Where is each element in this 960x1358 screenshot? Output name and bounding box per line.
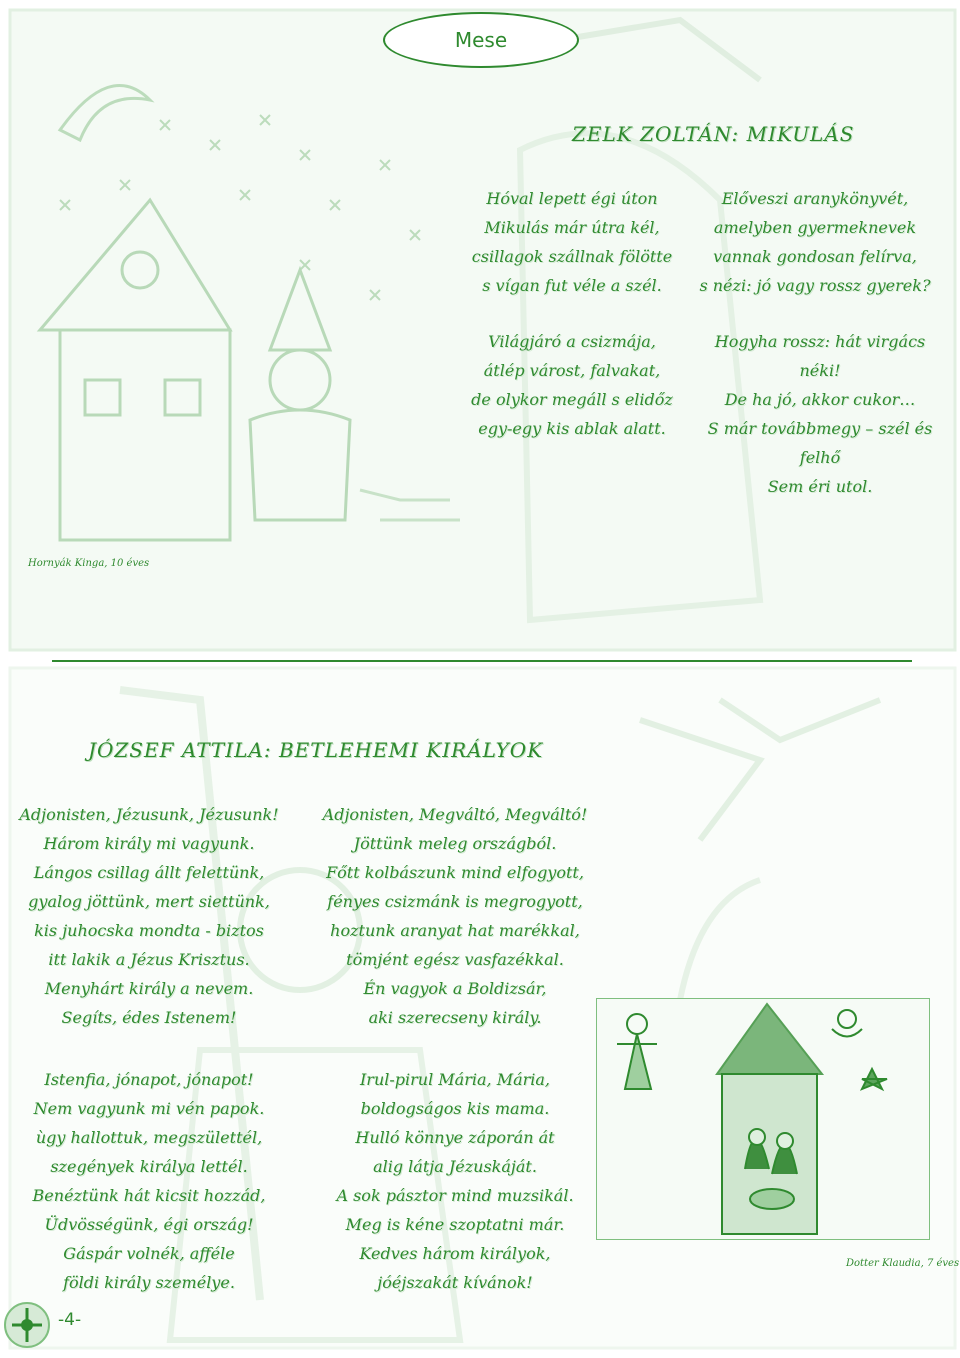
stanza-line: Hogyha rossz: hát virgács xyxy=(714,332,926,351)
stanza-line: szegények királya lettél. xyxy=(50,1157,248,1176)
stanza-line: átlép várost, falvakat, xyxy=(483,361,661,380)
stanza-line: A sok pásztor mind muzsikál. xyxy=(336,1186,574,1205)
poem1-stanza-3 xyxy=(452,327,692,443)
stanza-line: vannak gondosan felírva, xyxy=(713,247,917,266)
stanza-line: ùgy hallottuk, megszülettél, xyxy=(35,1128,263,1147)
stanza-line: aki szerecseny király. xyxy=(368,1008,542,1027)
stanza-line: Én vagyok a Boldizsár, xyxy=(363,979,547,998)
stanza-line: Irul-pirul Mária, Mária, xyxy=(359,1070,551,1089)
nativity-drawing xyxy=(596,998,930,1240)
poem2-stanza-2 xyxy=(310,800,600,1032)
stanza-line: néki! xyxy=(799,361,841,380)
stanza-line: fényes csizmánk is megrogyott, xyxy=(327,892,583,911)
stanza-line: s nézi: jó vagy rossz gyerek? xyxy=(699,276,931,295)
stanza-line: de olykor megáll s elidőz xyxy=(471,390,673,409)
stanza-line: itt lakik a Jézus Krisztus. xyxy=(48,950,250,969)
stanza-line: Főtt kolbászunk mind elfogyott, xyxy=(326,863,584,882)
stanza-line: Jöttünk meleg országból. xyxy=(353,834,557,853)
section-tag: Mese xyxy=(383,12,579,68)
poem1-illustration-credit: Hornyák Kinga, 10 éves xyxy=(28,558,150,569)
stanza-line: gyalog jöttünk, mert siettünk, xyxy=(28,892,270,911)
stanza-line: Mikulás már útra kél, xyxy=(484,218,660,237)
stanza-line: Lángos csillag állt felettünk, xyxy=(33,863,265,882)
stanza-line: amelyben gyermeknevek xyxy=(713,218,917,237)
stanza-line: Nem vagyunk mi vén papok. xyxy=(33,1099,265,1118)
stanza-line: Előveszi aranykönyvét, xyxy=(721,189,909,208)
poem1-stanza-2 xyxy=(690,184,940,300)
poem1-stanza-1 xyxy=(452,184,692,300)
stanza-line: Adjonisten, Megváltó, Megváltó! xyxy=(322,805,588,824)
stanza-line: kis juhocska mondta - biztos xyxy=(34,921,264,940)
poem1-stanza-4 xyxy=(700,327,940,501)
stanza-line: Meg is kéne szoptatni már. xyxy=(345,1215,565,1234)
stanza-line: s vígan fut véle a szél. xyxy=(482,276,662,295)
stanza-line: S már továbbmegy – szél és xyxy=(707,419,933,438)
stanza-line: De ha jó, akkor cukor… xyxy=(724,390,916,409)
stanza-line: hoztunk aranyat hat marékkal, xyxy=(330,921,580,940)
stanza-line: Istenfia, jónapot, jónapot! xyxy=(44,1070,254,1089)
poem2-stanza-3 xyxy=(14,1065,284,1297)
poem1-title: ZELK ZOLTÁN: MIKULÁS xyxy=(572,122,855,146)
stanza-line: Sem éri utol. xyxy=(767,477,873,496)
stanza-line: tömjént egész vasfazékkal. xyxy=(346,950,564,969)
stanza-line: boldogságos kis mama. xyxy=(360,1099,550,1118)
stanza-line: felhő xyxy=(799,448,841,467)
logo-ornament xyxy=(5,1303,49,1347)
page-number: -4- xyxy=(58,1310,82,1330)
stanza-line: földi király személye. xyxy=(63,1273,235,1292)
poem2-illustration-credit: Dotter Klaudia, 7 éves xyxy=(846,1258,960,1269)
poem2-stanza-4 xyxy=(310,1065,600,1297)
stanza-line: alig látja Jézuskáját. xyxy=(373,1157,537,1176)
stanza-line: Adjonisten, Jézusunk, Jézusunk! xyxy=(19,805,279,824)
stanza-line: Világjáró a csizmája, xyxy=(488,332,656,351)
stanza-line: Segíts, édes Istenem! xyxy=(61,1008,237,1027)
stanza-line: csillagok szállnak fölötte xyxy=(471,247,673,266)
section-divider xyxy=(52,660,912,662)
stanza-line: Kedves három királyok, xyxy=(359,1244,551,1263)
stanza-line: Hulló könnye záporán át xyxy=(355,1128,555,1147)
stanza-line: Menyhárt király a nevem. xyxy=(44,979,254,998)
poem2-stanza-1 xyxy=(14,800,284,1032)
stanza-line: Hóval lepett égi úton xyxy=(486,189,658,208)
stanza-line: Gáspár volnék, afféle xyxy=(63,1244,235,1263)
poem2-title: JÓZSEF ATTILA: BETLEHEMI KIRÁLYOK xyxy=(88,738,544,762)
stanza-line: Három király mi vagyunk. xyxy=(43,834,255,853)
stanza-line: egy-egy kis ablak alatt. xyxy=(478,419,666,438)
stanza-line: jóéjszakát kívánok! xyxy=(377,1273,533,1292)
stanza-line: Benéztünk hát kicsit hozzád, xyxy=(32,1186,266,1205)
stanza-line: Üdvösségünk, égi ország! xyxy=(44,1215,254,1234)
